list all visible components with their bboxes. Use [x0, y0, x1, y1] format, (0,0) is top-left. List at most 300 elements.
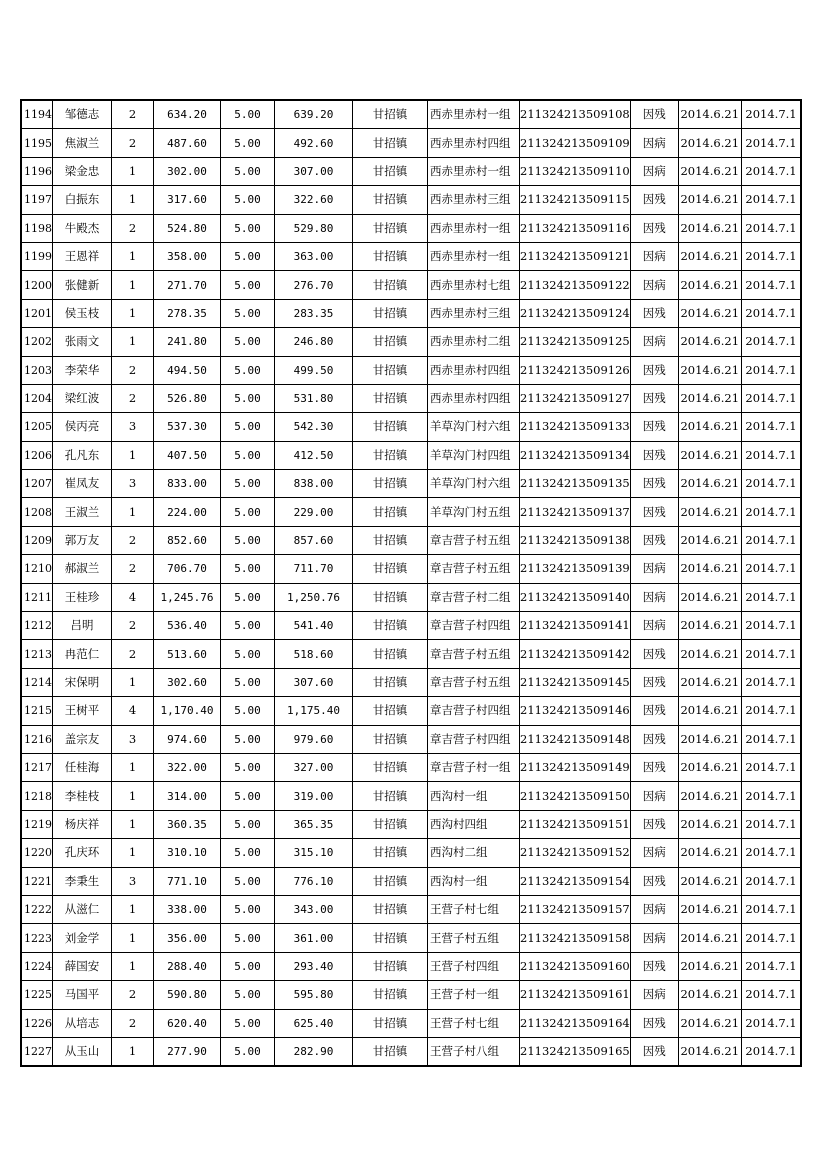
township-cell: 甘招镇	[353, 526, 428, 554]
increase-amount-cell: 5.00	[221, 299, 275, 327]
township-cell: 甘招镇	[353, 100, 428, 129]
increase-amount-cell: 5.00	[221, 214, 275, 242]
name-cell: 孔凡东	[53, 441, 112, 469]
township-cell: 甘招镇	[353, 384, 428, 412]
name-cell: 宋保明	[53, 668, 112, 696]
reason-cell: 因残	[630, 867, 678, 895]
household-size-cell: 1	[112, 1037, 154, 1066]
start-date-cell: 2014.7.1	[741, 242, 801, 270]
increase-amount-cell: 5.00	[221, 441, 275, 469]
base-amount-cell: 277.90	[154, 1037, 221, 1066]
village-group-cell: 西沟村四组	[428, 810, 520, 838]
row-number-cell: 1203	[21, 356, 53, 384]
row-number-cell: 1197	[21, 186, 53, 214]
name-cell: 邹德志	[53, 100, 112, 129]
household-size-cell: 1	[112, 186, 154, 214]
id-number-cell: 211324213509141	[520, 612, 631, 640]
village-group-cell: 西赤里赤村三组	[428, 299, 520, 327]
village-group-cell: 章吉营子村五组	[428, 640, 520, 668]
approval-date-cell: 2014.6.21	[678, 924, 741, 952]
household-size-cell: 2	[112, 612, 154, 640]
total-amount-cell: 282.90	[275, 1037, 353, 1066]
name-cell: 侯玉枝	[53, 299, 112, 327]
total-amount-cell: 639.20	[275, 100, 353, 129]
reason-cell: 因残	[630, 413, 678, 441]
household-size-cell: 2	[112, 356, 154, 384]
name-cell: 薛国安	[53, 952, 112, 980]
reason-cell: 因病	[630, 157, 678, 185]
name-cell: 崔凤友	[53, 470, 112, 498]
total-amount-cell: 365.35	[275, 810, 353, 838]
name-cell: 从培志	[53, 1009, 112, 1037]
village-group-cell: 西赤里赤村二组	[428, 328, 520, 356]
table-row	[21, 328, 801, 356]
total-amount-cell: 625.40	[275, 1009, 353, 1037]
table-row	[21, 157, 801, 185]
increase-amount-cell: 5.00	[221, 242, 275, 270]
reason-cell: 因残	[630, 810, 678, 838]
table-row	[21, 753, 801, 781]
start-date-cell: 2014.7.1	[741, 1037, 801, 1066]
reason-cell: 因残	[630, 299, 678, 327]
approval-date-cell: 2014.6.21	[678, 356, 741, 384]
village-group-cell: 西赤里赤村一组	[428, 214, 520, 242]
village-group-cell: 羊草沟门村四组	[428, 441, 520, 469]
reason-cell: 因残	[630, 640, 678, 668]
table-row	[21, 952, 801, 980]
id-number-cell: 211324213509134	[520, 441, 631, 469]
increase-amount-cell: 5.00	[221, 157, 275, 185]
id-number-cell: 211324213509121	[520, 242, 631, 270]
household-size-cell: 1	[112, 441, 154, 469]
village-group-cell: 王营子村五组	[428, 924, 520, 952]
household-size-cell: 2	[112, 981, 154, 1009]
name-cell: 梁红波	[53, 384, 112, 412]
name-cell: 张雨文	[53, 328, 112, 356]
reason-cell: 因残	[630, 526, 678, 554]
row-number-cell: 1200	[21, 271, 53, 299]
reason-cell: 因病	[630, 129, 678, 157]
township-cell: 甘招镇	[353, 498, 428, 526]
township-cell: 甘招镇	[353, 1009, 428, 1037]
base-amount-cell: 1,170.40	[154, 697, 221, 725]
row-number-cell: 1221	[21, 867, 53, 895]
increase-amount-cell: 5.00	[221, 782, 275, 810]
reason-cell: 因残	[630, 470, 678, 498]
base-amount-cell: 852.60	[154, 526, 221, 554]
village-group-cell: 西赤里赤村三组	[428, 186, 520, 214]
start-date-cell: 2014.7.1	[741, 612, 801, 640]
reason-cell: 因残	[630, 384, 678, 412]
approval-date-cell: 2014.6.21	[678, 186, 741, 214]
base-amount-cell: 224.00	[154, 498, 221, 526]
name-cell: 孔庆环	[53, 839, 112, 867]
table-row	[21, 697, 801, 725]
base-amount-cell: 302.00	[154, 157, 221, 185]
start-date-cell: 2014.7.1	[741, 697, 801, 725]
row-number-cell: 1202	[21, 328, 53, 356]
start-date-cell: 2014.7.1	[741, 1009, 801, 1037]
village-group-cell: 章吉营子村四组	[428, 612, 520, 640]
village-group-cell: 羊草沟门村五组	[428, 498, 520, 526]
table-row	[21, 555, 801, 583]
start-date-cell: 2014.7.1	[741, 867, 801, 895]
township-cell: 甘招镇	[353, 924, 428, 952]
start-date-cell: 2014.7.1	[741, 839, 801, 867]
id-number-cell: 211324213509110	[520, 157, 631, 185]
household-size-cell: 3	[112, 470, 154, 498]
id-number-cell: 211324213509140	[520, 583, 631, 611]
id-number-cell: 211324213509152	[520, 839, 631, 867]
increase-amount-cell: 5.00	[221, 384, 275, 412]
township-cell: 甘招镇	[353, 1037, 428, 1066]
row-number-cell: 1195	[21, 129, 53, 157]
name-cell: 王淑兰	[53, 498, 112, 526]
village-group-cell: 王营子村七组	[428, 1009, 520, 1037]
approval-date-cell: 2014.6.21	[678, 129, 741, 157]
base-amount-cell: 310.10	[154, 839, 221, 867]
start-date-cell: 2014.7.1	[741, 299, 801, 327]
base-amount-cell: 513.60	[154, 640, 221, 668]
id-number-cell: 211324213509146	[520, 697, 631, 725]
approval-date-cell: 2014.6.21	[678, 498, 741, 526]
row-number-cell: 1223	[21, 924, 53, 952]
household-size-cell: 1	[112, 328, 154, 356]
household-size-cell: 4	[112, 583, 154, 611]
row-number-cell: 1198	[21, 214, 53, 242]
approval-date-cell: 2014.6.21	[678, 299, 741, 327]
reason-cell: 因残	[630, 498, 678, 526]
table-row	[21, 271, 801, 299]
reason-cell: 因残	[630, 214, 678, 242]
base-amount-cell: 360.35	[154, 810, 221, 838]
household-size-cell: 1	[112, 895, 154, 923]
increase-amount-cell: 5.00	[221, 895, 275, 923]
household-size-cell: 3	[112, 867, 154, 895]
increase-amount-cell: 5.00	[221, 612, 275, 640]
base-amount-cell: 494.50	[154, 356, 221, 384]
total-amount-cell: 315.10	[275, 839, 353, 867]
id-number-cell: 211324213509160	[520, 952, 631, 980]
household-size-cell: 1	[112, 242, 154, 270]
id-number-cell: 211324213509151	[520, 810, 631, 838]
table-row	[21, 129, 801, 157]
township-cell: 甘招镇	[353, 328, 428, 356]
township-cell: 甘招镇	[353, 839, 428, 867]
township-cell: 甘招镇	[353, 981, 428, 1009]
start-date-cell: 2014.7.1	[741, 526, 801, 554]
approval-date-cell: 2014.6.21	[678, 441, 741, 469]
total-amount-cell: 1,250.76	[275, 583, 353, 611]
village-group-cell: 西赤里赤村一组	[428, 100, 520, 129]
row-number-cell: 1219	[21, 810, 53, 838]
row-number-cell: 1212	[21, 612, 53, 640]
village-group-cell: 西沟村一组	[428, 867, 520, 895]
total-amount-cell: 776.10	[275, 867, 353, 895]
total-amount-cell: 343.00	[275, 895, 353, 923]
reason-cell: 因残	[630, 697, 678, 725]
id-number-cell: 211324213509154	[520, 867, 631, 895]
start-date-cell: 2014.7.1	[741, 186, 801, 214]
id-number-cell: 211324213509109	[520, 129, 631, 157]
table-row	[21, 583, 801, 611]
approval-date-cell: 2014.6.21	[678, 867, 741, 895]
start-date-cell: 2014.7.1	[741, 271, 801, 299]
base-amount-cell: 288.40	[154, 952, 221, 980]
row-number-cell: 1213	[21, 640, 53, 668]
increase-amount-cell: 5.00	[221, 413, 275, 441]
name-cell: 牛殿杰	[53, 214, 112, 242]
row-number-cell: 1224	[21, 952, 53, 980]
base-amount-cell: 241.80	[154, 328, 221, 356]
reason-cell: 因病	[630, 583, 678, 611]
base-amount-cell: 974.60	[154, 725, 221, 753]
row-number-cell: 1216	[21, 725, 53, 753]
name-cell: 焦淑兰	[53, 129, 112, 157]
approval-date-cell: 2014.6.21	[678, 895, 741, 923]
reason-cell: 因残	[630, 725, 678, 753]
reason-cell: 因病	[630, 555, 678, 583]
start-date-cell: 2014.7.1	[741, 952, 801, 980]
increase-amount-cell: 5.00	[221, 867, 275, 895]
total-amount-cell: 319.00	[275, 782, 353, 810]
approval-date-cell: 2014.6.21	[678, 526, 741, 554]
village-group-cell: 西赤里赤村七组	[428, 271, 520, 299]
approval-date-cell: 2014.6.21	[678, 328, 741, 356]
total-amount-cell: 363.00	[275, 242, 353, 270]
household-size-cell: 1	[112, 271, 154, 299]
id-number-cell: 211324213509122	[520, 271, 631, 299]
township-cell: 甘招镇	[353, 271, 428, 299]
increase-amount-cell: 5.00	[221, 129, 275, 157]
reason-cell: 因残	[630, 100, 678, 129]
table-row	[21, 668, 801, 696]
total-amount-cell: 542.30	[275, 413, 353, 441]
reason-cell: 因病	[630, 895, 678, 923]
increase-amount-cell: 5.00	[221, 952, 275, 980]
increase-amount-cell: 5.00	[221, 1009, 275, 1037]
increase-amount-cell: 5.00	[221, 668, 275, 696]
total-amount-cell: 361.00	[275, 924, 353, 952]
start-date-cell: 2014.7.1	[741, 753, 801, 781]
township-cell: 甘招镇	[353, 157, 428, 185]
start-date-cell: 2014.7.1	[741, 100, 801, 129]
township-cell: 甘招镇	[353, 583, 428, 611]
reason-cell: 因病	[630, 328, 678, 356]
row-number-cell: 1222	[21, 895, 53, 923]
household-size-cell: 2	[112, 640, 154, 668]
row-number-cell: 1225	[21, 981, 53, 1009]
id-number-cell: 211324213509158	[520, 924, 631, 952]
name-cell: 从滋仁	[53, 895, 112, 923]
table-row	[21, 470, 801, 498]
base-amount-cell: 317.60	[154, 186, 221, 214]
name-cell: 任桂海	[53, 753, 112, 781]
table-row	[21, 612, 801, 640]
township-cell: 甘招镇	[353, 242, 428, 270]
start-date-cell: 2014.7.1	[741, 498, 801, 526]
table-row	[21, 299, 801, 327]
township-cell: 甘招镇	[353, 952, 428, 980]
increase-amount-cell: 5.00	[221, 583, 275, 611]
total-amount-cell: 283.35	[275, 299, 353, 327]
row-number-cell: 1215	[21, 697, 53, 725]
id-number-cell: 211324213509161	[520, 981, 631, 1009]
increase-amount-cell: 5.00	[221, 356, 275, 384]
table-row	[21, 413, 801, 441]
row-number-cell: 1214	[21, 668, 53, 696]
approval-date-cell: 2014.6.21	[678, 668, 741, 696]
table-row	[21, 895, 801, 923]
records-table-body	[21, 100, 801, 1066]
start-date-cell: 2014.7.1	[741, 129, 801, 157]
village-group-cell: 西赤里赤村一组	[428, 242, 520, 270]
village-group-cell: 王营子村一组	[428, 981, 520, 1009]
base-amount-cell: 706.70	[154, 555, 221, 583]
total-amount-cell: 531.80	[275, 384, 353, 412]
name-cell: 白振东	[53, 186, 112, 214]
table-row	[21, 356, 801, 384]
name-cell: 郝淑兰	[53, 555, 112, 583]
start-date-cell: 2014.7.1	[741, 328, 801, 356]
village-group-cell: 章吉营子村五组	[428, 555, 520, 583]
table-row	[21, 810, 801, 838]
household-size-cell: 1	[112, 498, 154, 526]
village-group-cell: 王营子村八组	[428, 1037, 520, 1066]
id-number-cell: 211324213509157	[520, 895, 631, 923]
approval-date-cell: 2014.6.21	[678, 470, 741, 498]
total-amount-cell: 246.80	[275, 328, 353, 356]
row-number-cell: 1206	[21, 441, 53, 469]
id-number-cell: 211324213509108	[520, 100, 631, 129]
base-amount-cell: 322.00	[154, 753, 221, 781]
base-amount-cell: 302.60	[154, 668, 221, 696]
base-amount-cell: 278.35	[154, 299, 221, 327]
base-amount-cell: 590.80	[154, 981, 221, 1009]
base-amount-cell: 358.00	[154, 242, 221, 270]
id-number-cell: 211324213509115	[520, 186, 631, 214]
base-amount-cell: 1,245.76	[154, 583, 221, 611]
increase-amount-cell: 5.00	[221, 981, 275, 1009]
approval-date-cell: 2014.6.21	[678, 1009, 741, 1037]
increase-amount-cell: 5.00	[221, 810, 275, 838]
village-group-cell: 西赤里赤村四组	[428, 356, 520, 384]
total-amount-cell: 327.00	[275, 753, 353, 781]
household-size-cell: 2	[112, 214, 154, 242]
total-amount-cell: 276.70	[275, 271, 353, 299]
start-date-cell: 2014.7.1	[741, 356, 801, 384]
table-row	[21, 725, 801, 753]
approval-date-cell: 2014.6.21	[678, 981, 741, 1009]
township-cell: 甘招镇	[353, 697, 428, 725]
id-number-cell: 211324213509125	[520, 328, 631, 356]
reason-cell: 因残	[630, 668, 678, 696]
reason-cell: 因病	[630, 242, 678, 270]
increase-amount-cell: 5.00	[221, 470, 275, 498]
name-cell: 马国平	[53, 981, 112, 1009]
id-number-cell: 211324213509150	[520, 782, 631, 810]
township-cell: 甘招镇	[353, 299, 428, 327]
township-cell: 甘招镇	[353, 129, 428, 157]
row-number-cell: 1227	[21, 1037, 53, 1066]
reason-cell: 因残	[630, 186, 678, 214]
total-amount-cell: 307.60	[275, 668, 353, 696]
increase-amount-cell: 5.00	[221, 697, 275, 725]
increase-amount-cell: 5.00	[221, 839, 275, 867]
village-group-cell: 章吉营子村五组	[428, 668, 520, 696]
total-amount-cell: 492.60	[275, 129, 353, 157]
household-size-cell: 1	[112, 753, 154, 781]
row-number-cell: 1199	[21, 242, 53, 270]
increase-amount-cell: 5.00	[221, 924, 275, 952]
id-number-cell: 211324213509148	[520, 725, 631, 753]
household-size-cell: 4	[112, 697, 154, 725]
start-date-cell: 2014.7.1	[741, 470, 801, 498]
table-row	[21, 186, 801, 214]
start-date-cell: 2014.7.1	[741, 583, 801, 611]
household-size-cell: 2	[112, 1009, 154, 1037]
village-group-cell: 章吉营子村一组	[428, 753, 520, 781]
name-cell: 王树平	[53, 697, 112, 725]
id-number-cell: 211324213509126	[520, 356, 631, 384]
village-group-cell: 羊草沟门村六组	[428, 470, 520, 498]
id-number-cell: 211324213509165	[520, 1037, 631, 1066]
base-amount-cell: 833.00	[154, 470, 221, 498]
start-date-cell: 2014.7.1	[741, 157, 801, 185]
name-cell: 从玉山	[53, 1037, 112, 1066]
township-cell: 甘招镇	[353, 668, 428, 696]
base-amount-cell: 771.10	[154, 867, 221, 895]
id-number-cell: 211324213509145	[520, 668, 631, 696]
id-number-cell: 211324213509116	[520, 214, 631, 242]
reason-cell: 因残	[630, 952, 678, 980]
approval-date-cell: 2014.6.21	[678, 1037, 741, 1066]
approval-date-cell: 2014.6.21	[678, 413, 741, 441]
base-amount-cell: 537.30	[154, 413, 221, 441]
household-size-cell: 2	[112, 384, 154, 412]
table-row	[21, 441, 801, 469]
row-number-cell: 1218	[21, 782, 53, 810]
table-row	[21, 1009, 801, 1037]
base-amount-cell: 271.70	[154, 271, 221, 299]
name-cell: 王桂珍	[53, 583, 112, 611]
total-amount-cell: 838.00	[275, 470, 353, 498]
township-cell: 甘招镇	[353, 753, 428, 781]
id-number-cell: 211324213509124	[520, 299, 631, 327]
table-row	[21, 384, 801, 412]
approval-date-cell: 2014.6.21	[678, 697, 741, 725]
row-number-cell: 1220	[21, 839, 53, 867]
reason-cell: 因病	[630, 612, 678, 640]
approval-date-cell: 2014.6.21	[678, 583, 741, 611]
increase-amount-cell: 5.00	[221, 640, 275, 668]
row-number-cell: 1204	[21, 384, 53, 412]
total-amount-cell: 541.40	[275, 612, 353, 640]
approval-date-cell: 2014.6.21	[678, 384, 741, 412]
township-cell: 甘招镇	[353, 214, 428, 242]
household-size-cell: 2	[112, 526, 154, 554]
village-group-cell: 章吉营子村四组	[428, 725, 520, 753]
township-cell: 甘招镇	[353, 867, 428, 895]
township-cell: 甘招镇	[353, 441, 428, 469]
total-amount-cell: 412.50	[275, 441, 353, 469]
total-amount-cell: 979.60	[275, 725, 353, 753]
village-group-cell: 章吉营子村五组	[428, 526, 520, 554]
name-cell: 侯丙亮	[53, 413, 112, 441]
start-date-cell: 2014.7.1	[741, 214, 801, 242]
base-amount-cell: 634.20	[154, 100, 221, 129]
total-amount-cell: 229.00	[275, 498, 353, 526]
